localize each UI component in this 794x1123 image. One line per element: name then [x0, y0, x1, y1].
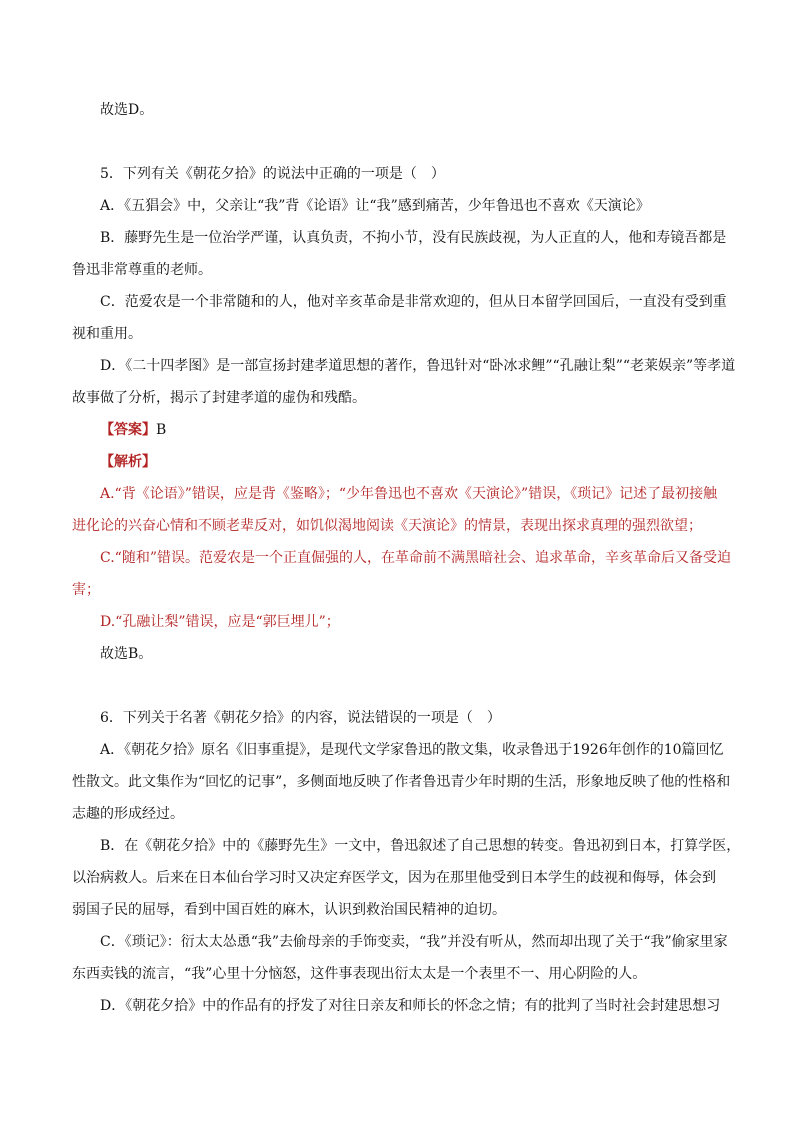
q5-option-c-line-2: 视和重用。: [72, 326, 142, 342]
q5-analysis-c-line-1: C.“随和”错误。范爱农是一个正直倔强的人，在革命前不满黑暗社会、追求革命，辛亥革命后又备受迫: [100, 550, 731, 566]
q5-analysis-a-line-1: A.“背《论语》”错误，应是背《鉴略》；“少年鲁迅也不喜欢《天演论》”错误，《琐记》记述了最初接触: [100, 486, 718, 502]
q6-option-a-line-3: 志趣的形成经过。: [72, 806, 184, 822]
answer-value: B: [156, 422, 167, 438]
q6-option-b-line-2: 以治病救人。后来在日本仙台学习时又决定弃医学文，因为在那里他受到日本学生的歧视和侮辱，体会到: [72, 870, 716, 886]
answer-label: 【答案】: [100, 422, 156, 438]
q5-analysis-c-line-2: 害；: [72, 582, 100, 598]
q5-option-d-line-1: D．《二十四孝图》是一部宣扬封建孝道思想的著作，鲁迅针对“卧冰求鲤”“孔融让梨”“老莱娱亲”等孝道: [100, 358, 736, 374]
q6-option-c-line-2: 东西卖钱的流言，“我”心里十分恼怒，这件事表现出衍太太是一个表里不一、用心阴险的人。: [72, 966, 647, 982]
question-5-stem: 5．下列有关《朝花夕拾》的说法中正确的一项是（ ）: [100, 166, 445, 182]
q6-option-b-line-1: B．在《朝花夕拾》中的《藤野先生》一文中，鲁迅叙述了自己思想的转变。鲁迅初到日本，打算学医，: [100, 838, 741, 854]
q5-option-a: A．《五猖会》中，父亲让“我”背《论语》让“我”感到痛苦，少年鲁迅也不喜欢《天演论》: [100, 198, 650, 214]
q6-option-d-line-1: D．《朝花夕拾》中的作品有的抒发了对往日亲友和师长的怀念之情；有的批判了当时社会封建思想习: [100, 998, 721, 1014]
q5-option-d-line-2: 故事做了分析，揭示了封建孝道的虚伪和残酷。: [72, 390, 366, 406]
question-6-stem: 6．下列关于名著《朝花夕拾》的内容，说法错误的一项是（ ）: [100, 710, 501, 726]
q6-option-a-line-1: A．《朝花夕拾》原名《旧事重提》，是现代文学家鲁迅的散文集，收录鲁迅于1926年创作的10篇回忆: [100, 742, 724, 758]
q5-option-b-line-2: 鲁迅非常尊重的老师。: [72, 262, 212, 278]
q5-analysis-a-line-2: 进化论的兴奋心情和不顾老辈反对，如饥似渴地阅读《天演论》的情景，表现出探求真理的强烈欲望；: [72, 518, 702, 534]
previous-conclusion: 故选D。: [100, 102, 154, 118]
q6-option-c-line-1: C．《琐记》：衍太太怂恿“我”去偷母亲的手饰变卖，“我”并没有听从，然而却出现了关于“我”偷家里家: [100, 934, 728, 950]
q6-option-b-line-3: 弱国子民的屈辱，看到中国百姓的麻木，认识到救治国民精神的迫切。: [72, 902, 506, 918]
q5-option-c-line-1: C．范爱农是一个非常随和的人，他对辛亥革命是非常欢迎的，但从日本留学回国后，一直没有受到重: [100, 294, 727, 310]
q5-option-b-line-1: B．藤野先生是一位治学严谨，认真负责，不拘小节，没有民族歧视，为人正直的人，他和寿镜吾都是: [100, 230, 727, 246]
q5-conclusion: 故选B。: [100, 646, 153, 662]
q5-analysis-d: D.“孔融让梨”错误，应是“郭巨埋儿”；: [100, 614, 340, 630]
q5-answer: [100, 420, 166, 440]
analysis-label: 【解析】: [100, 454, 156, 470]
q6-option-a-line-2: 性散文。此文集作为“回忆的记事”，多侧面地反映了作者鲁迅青少年时期的生活，形象地反映了他的性格和: [72, 774, 731, 790]
